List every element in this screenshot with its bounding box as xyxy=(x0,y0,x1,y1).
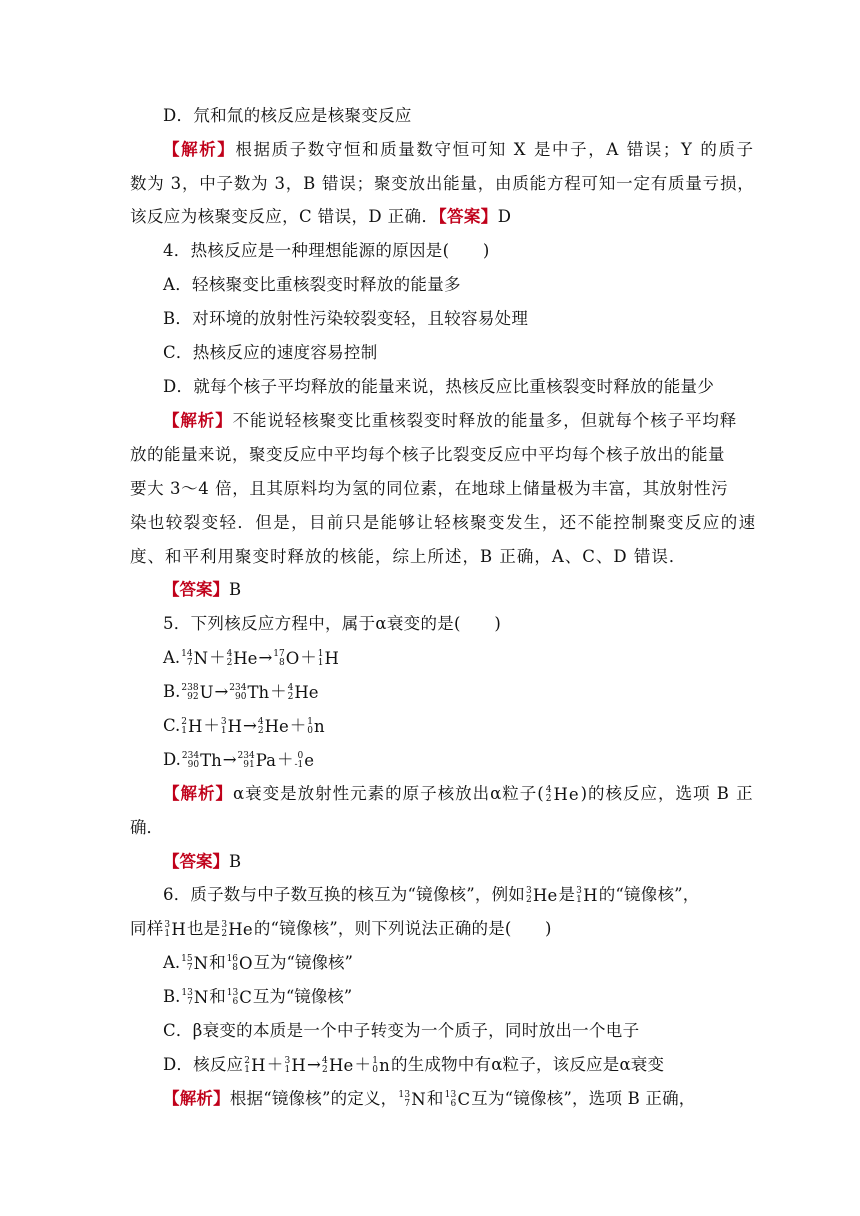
mass-number: 238 xyxy=(181,682,199,693)
question-5-option-b xyxy=(163,682,320,703)
mass-number: 17 xyxy=(273,648,285,659)
analysis-line xyxy=(130,547,686,567)
question-6-stem xyxy=(130,919,552,940)
analysis-line xyxy=(130,174,755,194)
analysis-line xyxy=(163,140,755,160)
text-run: 要大 3～4 倍，且其原料均为氢的同位素，在地球上储量极为丰富，其放射性污 xyxy=(130,479,729,498)
nuclide xyxy=(372,1056,390,1076)
analysis-line xyxy=(130,445,725,465)
nuclide xyxy=(227,954,253,974)
mass-number: 2 xyxy=(181,716,188,727)
element-symbol: n xyxy=(379,1055,390,1075)
question-6-option-a xyxy=(163,953,353,974)
mass-number: 4 xyxy=(545,784,553,795)
text-run: D．氘和氚的核反应是核聚变反应 xyxy=(163,106,412,125)
element-symbol: He xyxy=(532,885,558,905)
element-symbol: O xyxy=(285,648,300,668)
text-run: 互为“镜像核”，选项 B 正确， xyxy=(471,1089,696,1108)
text-run: B. xyxy=(163,682,181,701)
text-run: → xyxy=(214,682,229,701)
nuclide xyxy=(181,683,213,703)
element-symbol: Pa xyxy=(255,750,276,770)
text-run: 根据质子数守恒和质量数守恒可知 X 是中子，A 错误；Y 的质子 xyxy=(235,140,755,159)
element-symbol: He xyxy=(228,919,253,939)
text-run: 和 xyxy=(209,953,226,972)
mass-number: 15 xyxy=(181,953,193,964)
text-run: B xyxy=(229,852,242,871)
mass-number: 1 xyxy=(307,716,313,727)
element-symbol: N xyxy=(193,953,209,973)
section-tag: 【解析】 xyxy=(163,1089,230,1108)
text-run: 的“镜像核”，则下列说法正确的是( ) xyxy=(253,919,552,938)
atomic-number: 8 xyxy=(279,657,285,668)
text-run: → xyxy=(307,1055,322,1074)
atomic-number: 8 xyxy=(232,962,239,973)
atomic-number: 1 xyxy=(164,928,171,939)
analysis-line xyxy=(163,784,754,805)
text-run: 该反应为核聚变反应，C 错误，D 正确． xyxy=(130,207,439,226)
atomic-number: 1 xyxy=(317,657,324,668)
nuclide xyxy=(181,717,202,737)
mass-number: 4 xyxy=(226,648,233,659)
nuclide xyxy=(273,649,299,669)
question-4-option-c xyxy=(163,343,378,363)
section-tag: 【答案】 xyxy=(163,580,229,599)
section-tag: 【解析】 xyxy=(163,140,236,159)
atomic-number: 2 xyxy=(287,691,294,702)
element-symbol: C xyxy=(457,1089,471,1109)
nuclide xyxy=(244,1056,266,1076)
text-run: D xyxy=(497,207,512,226)
question-4-option-a xyxy=(163,275,461,295)
section-tag: 【答案】 xyxy=(163,852,229,871)
text-run: 放的能量来说，聚变反应中平均每个核子比裂变反应中平均每个核子放出的能量 xyxy=(130,445,725,464)
option-d-line xyxy=(163,106,412,126)
mass-number: 4 xyxy=(322,1055,328,1066)
atomic-number: 2 xyxy=(322,1064,328,1075)
atomic-number: 91 xyxy=(243,759,255,770)
atomic-number: 2 xyxy=(257,725,264,736)
text-run: α衰变是放射性元素的原子核放出α粒子( xyxy=(233,784,545,803)
element-symbol: U xyxy=(199,682,214,702)
text-run: → xyxy=(258,648,273,667)
atomic-number: 6 xyxy=(232,996,239,1007)
section-tag: 【解析】 xyxy=(163,784,233,803)
element-symbol: Th xyxy=(247,682,270,702)
text-run: )的核反应，选项 B 正 xyxy=(580,784,754,803)
element-symbol: O xyxy=(239,953,253,973)
mass-number: 3 xyxy=(576,885,583,896)
mass-number: 4 xyxy=(287,682,294,693)
atomic-number: 90 xyxy=(187,759,200,770)
mass-number: 13 xyxy=(181,987,193,998)
atomic-number: 7 xyxy=(187,996,193,1007)
element-symbol: He xyxy=(233,648,258,668)
question-6-stem xyxy=(163,885,699,906)
mass-number: 16 xyxy=(226,953,239,964)
mass-number: 1 xyxy=(317,648,324,659)
element-symbol: H xyxy=(324,648,339,668)
text-run: A．轻核聚变比重核裂变时释放的能量多 xyxy=(163,275,461,294)
nuclide xyxy=(318,649,339,669)
question-6-option-d xyxy=(163,1055,664,1076)
atomic-number: 2 xyxy=(221,928,228,939)
text-run: B. xyxy=(163,987,181,1006)
text-run: 6．质子数与中子数互换的核互为“镜像核”，例如 xyxy=(163,885,525,904)
nuclide xyxy=(546,785,580,805)
element-symbol: Th xyxy=(200,750,222,770)
text-run: B．对环境的放射性污染较裂变轻，且较容易处理 xyxy=(163,309,529,328)
text-run: 互为“镜像核” xyxy=(253,953,353,972)
mass-number: 2 xyxy=(244,1055,251,1066)
mass-number: 3 xyxy=(284,1055,291,1066)
text-run: C．热核反应的速度容易控制 xyxy=(163,343,378,362)
element-symbol: He xyxy=(294,682,319,702)
question-5-option-a xyxy=(163,648,340,669)
question-6-option-b xyxy=(163,987,352,1008)
text-run: 根据“镜像核”的定义， xyxy=(229,1089,398,1108)
element-symbol: C xyxy=(239,987,252,1007)
section-tag: 【答案】 xyxy=(438,207,498,226)
text-run: ＋ xyxy=(270,682,287,701)
mass-number: 3 xyxy=(220,716,227,727)
mass-number: 234 xyxy=(181,750,200,761)
question-4-stem xyxy=(163,241,490,261)
nuclide xyxy=(182,751,222,771)
atomic-number: 1 xyxy=(181,725,188,736)
mass-number: 4 xyxy=(257,716,264,727)
text-run: 的生成物中有α粒子，该反应是α衰变 xyxy=(391,1055,665,1074)
text-run: → xyxy=(222,750,237,769)
text-run: C. xyxy=(163,716,181,735)
atomic-number: 1 xyxy=(220,725,227,736)
element-symbol: H xyxy=(291,1055,306,1075)
text-run: A. xyxy=(163,953,181,972)
nuclide xyxy=(526,886,558,906)
atomic-number: 2 xyxy=(226,657,233,668)
nuclide xyxy=(398,1090,426,1110)
nuclide xyxy=(288,683,319,703)
element-symbol: H xyxy=(583,885,598,905)
text-run: ＋ xyxy=(354,1055,372,1074)
text-run: ＋ xyxy=(266,1055,284,1074)
question-4-option-b xyxy=(163,309,528,329)
text-run: ＋ xyxy=(300,648,317,667)
mass-number: 234 xyxy=(229,682,247,693)
question-6-option-c xyxy=(163,1021,639,1041)
element-symbol: He xyxy=(264,716,289,736)
atomic-number: 90 xyxy=(235,691,247,702)
mass-number: 0 xyxy=(297,750,304,761)
analysis-line xyxy=(130,818,163,838)
atomic-number: 0 xyxy=(372,1064,379,1075)
element-symbol: H xyxy=(171,919,186,939)
question-5-option-c xyxy=(163,716,326,737)
text-run: 染也较裂变轻．但是，目前只是能够让轻核聚变发生，还不能控制聚变反应的速 xyxy=(130,513,757,532)
mass-number: 3 xyxy=(525,885,532,896)
text-run: → xyxy=(243,716,257,735)
text-run: 数为 3，中子数为 3，B 错误；聚变放出能量，由质能方程可知一定有质量亏损， xyxy=(130,174,755,193)
atomic-number: 2 xyxy=(545,793,553,804)
nuclide xyxy=(181,954,208,974)
atomic-number: 7 xyxy=(186,962,193,973)
element-symbol: n xyxy=(314,716,325,736)
nuclide xyxy=(258,717,289,737)
element-symbol: e xyxy=(304,750,314,770)
text-run: ＋ xyxy=(276,750,294,769)
element-symbol: H xyxy=(251,1055,266,1075)
analysis-answer-line xyxy=(130,207,511,227)
text-run: 4．热核反应是一种理想能源的原因是( ) xyxy=(163,241,490,260)
nuclide xyxy=(576,886,598,906)
nuclide xyxy=(307,717,324,737)
atomic-number: 2 xyxy=(525,894,532,905)
atomic-number: 1 xyxy=(284,1064,291,1075)
nuclide xyxy=(227,988,252,1008)
element-symbol: He xyxy=(328,1055,354,1075)
text-run: 不能说轻核聚变比重核裂变时释放的能量多，但就每个核子平均释 xyxy=(232,411,738,430)
mass-number: 3 xyxy=(221,919,228,930)
nuclide xyxy=(164,920,186,940)
nuclide xyxy=(221,920,253,940)
element-symbol: N xyxy=(411,1089,426,1109)
analysis-line xyxy=(163,1089,695,1110)
section-tag: 【解析】 xyxy=(163,411,233,430)
text-run: 也是 xyxy=(186,919,221,938)
mass-number: 13 xyxy=(226,987,239,998)
mass-number: 13 xyxy=(398,1089,411,1100)
text-run: 和 xyxy=(426,1089,444,1108)
nuclide xyxy=(238,751,276,771)
element-symbol: N xyxy=(193,987,209,1007)
text-run: 和 xyxy=(209,987,226,1006)
element-symbol: N xyxy=(193,648,209,668)
mass-number: 14 xyxy=(181,648,193,659)
text-run: D．核反应 xyxy=(163,1055,244,1074)
text-run: 度、和平利用聚变时释放的核能，综上所述，B 正确，A、C、D 错误． xyxy=(130,547,687,566)
text-run: 是 xyxy=(558,885,576,904)
nuclide xyxy=(181,649,208,669)
text-run: 同样 xyxy=(130,919,164,938)
answer-line xyxy=(163,580,241,600)
text-run: D. xyxy=(163,750,181,769)
text-run: ＋ xyxy=(289,716,307,735)
text-run: 互为“镜像核” xyxy=(252,987,353,1006)
text-run: 确． xyxy=(130,818,163,837)
text-run: 5．下列核反应方程中，属于α衰变的是( ) xyxy=(163,614,502,633)
element-symbol: He xyxy=(553,784,580,804)
text-run: ＋ xyxy=(203,716,220,735)
text-run: A. xyxy=(163,648,181,667)
atomic-number: 1 xyxy=(244,1064,251,1075)
question-5-stem xyxy=(163,614,501,634)
nuclide xyxy=(229,683,269,703)
atomic-number: 92 xyxy=(187,691,199,702)
atomic-number: 0 xyxy=(307,725,313,736)
text-run: 的“镜像核”， xyxy=(598,885,700,904)
mass-number: 1 xyxy=(372,1055,379,1066)
nuclide xyxy=(181,988,208,1008)
nuclide xyxy=(445,1090,471,1110)
text-run: C．β衰变的本质是一个中子转变为一个质子，同时放出一个电子 xyxy=(163,1021,640,1040)
nuclide xyxy=(294,751,314,771)
text-run: ＋ xyxy=(209,648,226,667)
element-symbol: H xyxy=(188,716,203,736)
element-symbol: H xyxy=(227,716,243,736)
nuclide xyxy=(284,1056,306,1076)
atomic-number: 6 xyxy=(450,1098,457,1109)
question-5-option-d xyxy=(163,750,315,771)
answer-line xyxy=(163,852,241,872)
analysis-line xyxy=(130,479,728,499)
nuclide xyxy=(227,649,258,669)
atomic-number: 7 xyxy=(404,1098,411,1109)
atomic-number: 1 xyxy=(576,894,583,905)
analysis-line xyxy=(163,411,737,431)
text-run: D．就每个核子平均释放的能量来说，热核反应比重核裂变时释放的能量少 xyxy=(163,377,715,396)
mass-number: 13 xyxy=(444,1089,457,1100)
mass-number: 234 xyxy=(237,750,255,761)
text-run: B xyxy=(229,580,242,599)
nuclide xyxy=(221,717,242,737)
question-4-option-d xyxy=(163,377,714,397)
atomic-number: 7 xyxy=(186,657,193,668)
atomic-number: -1 xyxy=(294,759,304,770)
mass-number: 3 xyxy=(164,919,171,930)
analysis-line xyxy=(130,513,757,533)
nuclide xyxy=(322,1056,354,1076)
